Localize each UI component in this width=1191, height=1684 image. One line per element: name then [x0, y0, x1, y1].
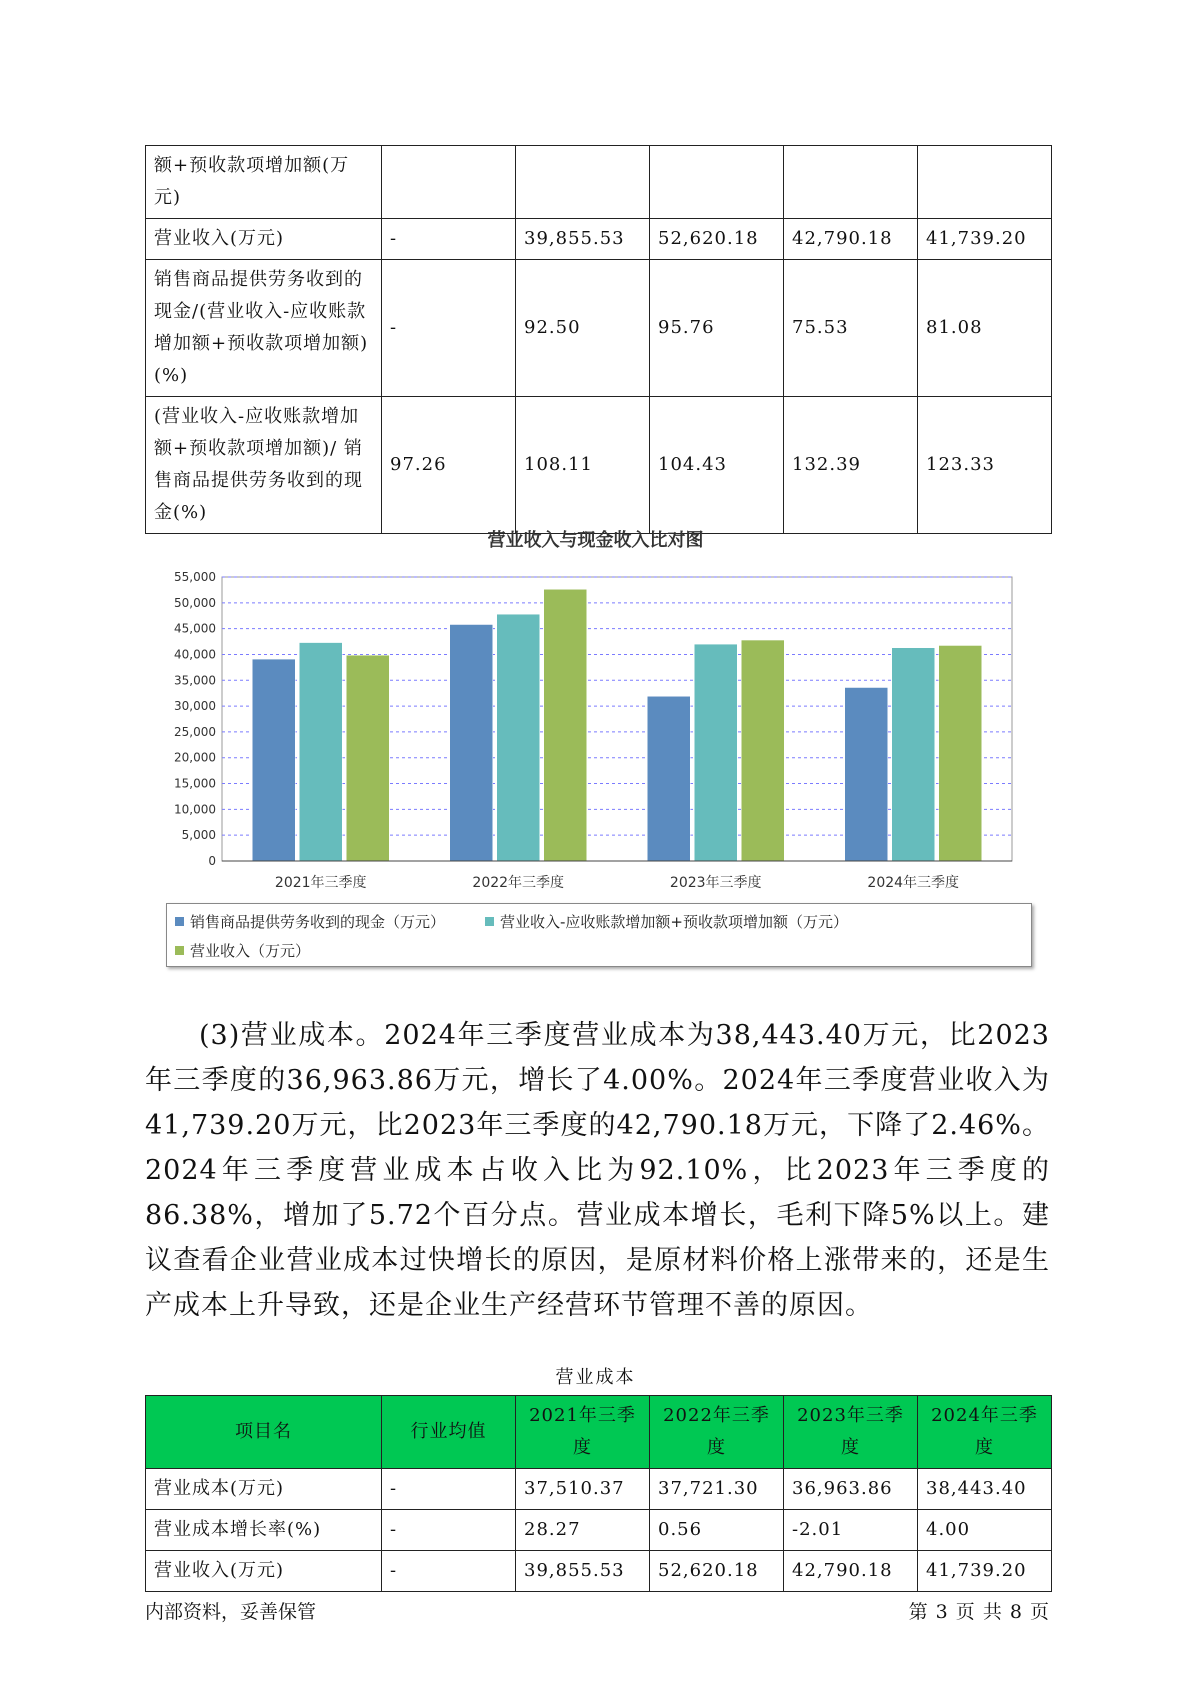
x-tick-label: 2023年三季度	[669, 875, 762, 891]
column-header: 2023年三季度	[784, 1396, 918, 1469]
table-cell: 28.27	[516, 1510, 650, 1551]
chart-legend	[166, 903, 1032, 967]
table-caption: 营业成本	[555, 1367, 636, 1388]
table-cell: 营业收入(万元)	[146, 219, 382, 260]
column-header: 2021年三季度	[516, 1396, 650, 1469]
bar	[544, 589, 587, 861]
column-header: 项目名	[146, 1396, 382, 1469]
legend-item	[175, 940, 310, 961]
bar	[892, 648, 935, 861]
table-cell: 52,620.18	[650, 219, 784, 260]
table-row	[146, 1551, 1052, 1592]
cost-analysis-paragraph: (3)营业成本。2024年三季度营业成本为38,443.40万元，比2023年三季度的36,963.86万元，增长了4.00%。2024年三季度营业收入为41,739.20万元，比2023年三季度的42,790.18万元，下降了2.46%。2024年三季度营业成本占收入比为92.10%，比2023年三季度的86.38%，增加了5.72个百分点。营业成本增长，毛利下降5%以上。建议查看企业营业成本过快增长的原因，是原材料价格上涨带来的，还是生产成本上升导致，还是企业生产经营环节管理不善的原因。	[145, 1020, 1050, 1321]
table-cell: 81.08	[918, 260, 1052, 397]
table-cell: 41,739.20	[918, 1551, 1052, 1592]
x-tick-label: 2021年三季度	[274, 875, 367, 891]
table-cell: 97.26	[382, 397, 516, 534]
table-cell: 75.53	[784, 260, 918, 397]
bar	[845, 688, 888, 861]
table-cell: -	[382, 219, 516, 260]
bar	[741, 640, 784, 861]
table-cell: 52,620.18	[650, 1551, 784, 1592]
table-cell: 额+预收款项增加额(万元)	[146, 146, 382, 219]
table-cell: 39,855.53	[516, 1551, 650, 1592]
chart-title: 营业收入与现金收入比对图	[487, 530, 704, 551]
x-tick-label: 2022年三季度	[472, 875, 565, 891]
y-tick-label: 45,000	[174, 621, 216, 636]
table-cell: -	[382, 260, 516, 397]
bar	[694, 644, 737, 861]
table-cell: 132.39	[784, 397, 918, 534]
table-cell: 销售商品提供劳务收到的现金/(营业收入-应收账款增加额+预收款项增加额)(%)	[146, 260, 382, 397]
table-cell: 42,790.18	[784, 219, 918, 260]
table-cell: 38,443.40	[918, 1469, 1052, 1510]
legend-swatch	[485, 917, 494, 926]
y-tick-label: 35,000	[174, 673, 216, 688]
table-cell: 营业收入(万元)	[146, 1551, 382, 1592]
table-cell: -	[382, 1510, 516, 1551]
legend-swatch	[175, 917, 184, 926]
legend-item	[175, 911, 445, 932]
table-cell: 37,510.37	[516, 1469, 650, 1510]
table-cell: 营业成本(万元)	[146, 1469, 382, 1510]
y-tick-label: 20,000	[174, 750, 216, 765]
table-header-row	[146, 1396, 1052, 1469]
bar	[252, 659, 295, 861]
y-tick-label: 40,000	[174, 647, 216, 662]
bar	[346, 655, 389, 861]
footer-confidential-note: 内部资料，妥善保管	[145, 1601, 317, 1623]
y-tick-label: 30,000	[174, 699, 216, 714]
table-cell: 92.50	[516, 260, 650, 397]
column-header: 2024年三季度	[918, 1396, 1052, 1469]
table-cell: 0.56	[650, 1510, 784, 1551]
table-cell: 42,790.18	[784, 1551, 918, 1592]
table-cell: 37,721.30	[650, 1469, 784, 1510]
table-cell: 123.33	[918, 397, 1052, 534]
legend-item	[485, 911, 848, 932]
footer-page-number: 第 3 页 共 8 页	[908, 1601, 1050, 1623]
column-header: 行业均值	[382, 1396, 516, 1469]
table-cell: 4.00	[918, 1510, 1052, 1551]
table-cell: 39,855.53	[516, 219, 650, 260]
table-cell: -2.01	[784, 1510, 918, 1551]
operating-cost-table	[145, 1395, 1052, 1592]
table-row	[146, 1510, 1052, 1551]
y-tick-label: 10,000	[174, 802, 216, 817]
y-tick-label: 0	[208, 854, 216, 868]
y-tick-label: 55,000	[174, 570, 216, 584]
bar	[299, 643, 342, 861]
bar	[450, 625, 493, 861]
column-header: 2022年三季度	[650, 1396, 784, 1469]
y-tick-label: 15,000	[174, 776, 216, 791]
x-tick-label: 2024年三季度	[867, 875, 960, 891]
table-cell: -	[382, 1469, 516, 1510]
y-tick-label: 50,000	[174, 595, 216, 610]
table-row	[146, 1469, 1052, 1510]
table-cell: 36,963.86	[784, 1469, 918, 1510]
y-tick-label: 5,000	[181, 828, 216, 843]
legend-swatch	[175, 946, 184, 955]
y-tick-label: 25,000	[174, 724, 216, 739]
legend-label: 营业收入-应收账款增加额+预收款项增加额（万元）	[500, 913, 848, 931]
table-cell: -	[382, 1551, 516, 1592]
table-cell: 108.11	[516, 397, 650, 534]
legend-label: 营业收入（万元）	[190, 942, 311, 960]
table-cell: 95.76	[650, 260, 784, 397]
bar	[647, 696, 690, 861]
bar	[939, 645, 982, 861]
table-cell: 营业成本增长率(%)	[146, 1510, 382, 1551]
table-cell: 104.43	[650, 397, 784, 534]
bar	[497, 614, 540, 861]
legend-label: 销售商品提供劳务收到的现金（万元）	[190, 913, 446, 931]
table-cell: 41,739.20	[918, 219, 1052, 260]
table-cell: (营业收入-应收账款增加额+预收款项增加额)/ 销售商品提供劳务收到的现金(%)	[146, 397, 382, 534]
